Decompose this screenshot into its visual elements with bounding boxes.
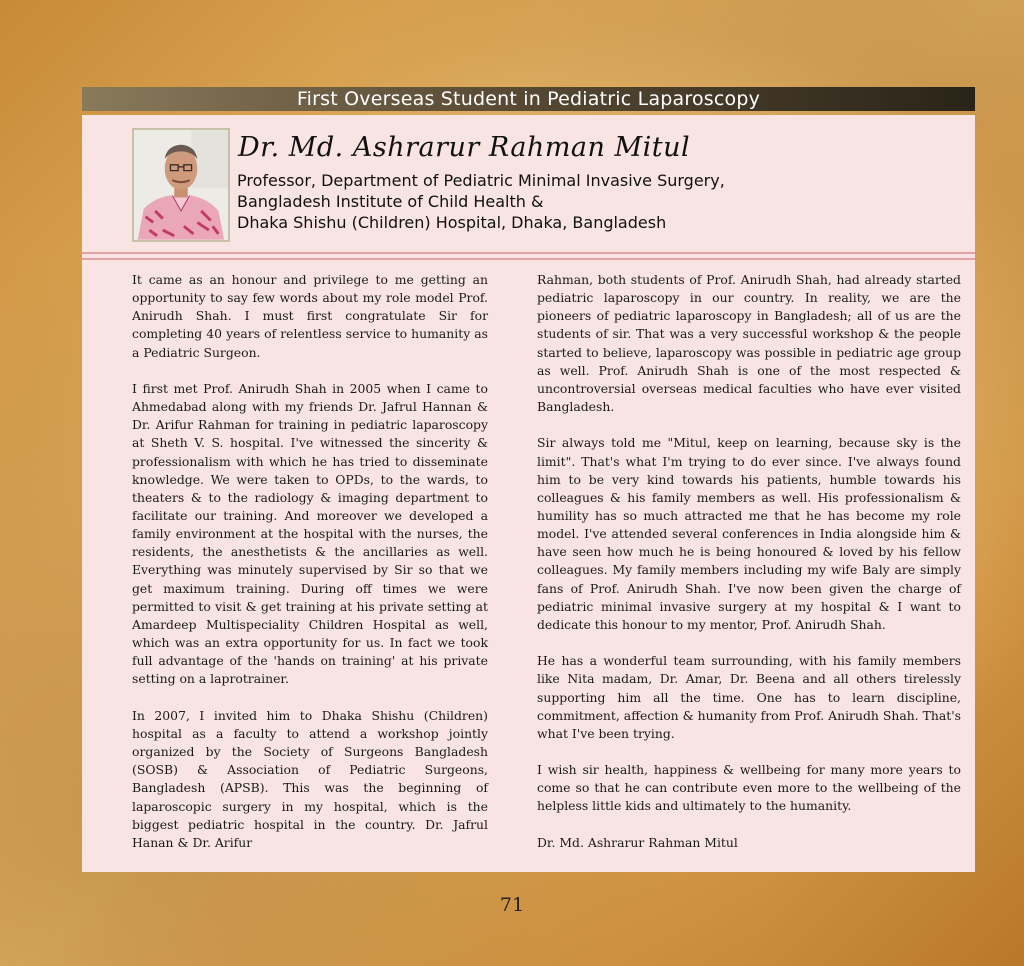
body-paragraph: In 2007, I invited him to Dhaka Shishu (Children) hospital as a faculty to attend a workshop jointly organized by the Society of Surgeons Bangladesh (SOSB) & Association of Pediatric Surgeons, Bangladesh (APSB). This was the beginning of laparoscopic surgery in my hospital, which is the biggest pediatric hospital in the country. Dr. Jafrul Hanan & Dr. Arifur [132,707,488,850]
body-column-left [132,271,488,870]
body-paragraph: I wish sir health, happiness & wellbeing for many more years to come so that he can contribute even more to the wellbeing of the helpless little kids and ultimately to the humanity. [537,762,961,814]
author-portrait-image [134,130,228,240]
author-name: Dr. Md. Ashrarur Rahman Mitul [238,132,691,163]
signature-line: Dr. Md. Ashrarur Rahman Mitul [537,834,738,850]
affiliation-line: Dhaka Shishu (Children) Hospital, Dhaka, Bangladesh [237,213,667,232]
body-column-right [537,271,961,870]
body-paragraph: Rahman, both students of Prof. Anirudh Shah, had already started pediatric laparoscopy in our country. In reality, we are the pioneers of pediatric laparoscopy in Bangladesh; all of us are the students of sir. That was a very successful workshop & the people started to believe, laparoscopy was possible in pediatric age group as well. Prof. Anirudh Shah is one of the most respected & uncontroversial overseas medical faculties who have ever visited Bangladesh. [537,272,961,415]
body-paragraph: Sir always told me "Mitul, keep on learning, because sky is the limit". That's what I'm trying to do ever since. I've always found him to be very kind towards his patients, humble towards his colleagues & his family members as well. His professionalism & humility has so much attracted me that he has become my role model. I've attended several conferences in India alongside him & have seen how much he is being honoured & loved by his fellow colleagues. My family members including my wife Baly are simply fans of Prof. Anirudh Shah. I've now been given the charge of pediatric minimal invasive surgery at my hospital & I want to dedicate this honour to my mentor, Prof. Anirudh Shah. [537,435,961,632]
page-number: 71 [499,894,525,916]
author-affiliation [237,170,837,233]
body-paragraph: I first met Prof. Anirudh Shah in 2005 when I came to Ahmedabad along with my friends Dr. Jafrul Hannan & Dr. Arifur Rahman for training in pediatric laparoscopy at Sheth V. S. hospital. I've witnessed the sincerity & professionalism with which he has tried to disseminate knowledge. We were taken to OPDs, to the wards, to theaters & to the radiology & imaging department to facilitate our training. And moreover we developed a family environment at the hospital with the nurses, the residents, the anesthetists & the ancillaries as well. Everything was minutely supervised by Sir so that we get maximum training. During off times we were permitted to visit & get training at his private setting at Amardeep Multispeciality Children Hospital as well, which was an extra opportunity for us. In fact we took full advantage of the 'hands on training' at his private setting on a laprotrainer. [132,380,488,687]
body-paragraph: He has a wonderful team surrounding, with his family members like Nita madam, Dr. Amar, Dr. Beena and all others tirelessly supporting him all the time. One has to learn discipline, commitment, affection & humanity from Prof. Anirudh Shah. That's what I've been trying. [537,653,961,741]
divider-rule [82,258,975,260]
affiliation-line: Bangladesh Institute of Child Health & [237,192,544,211]
affiliation-line: Professor, Department of Pediatric Minimal Invasive Surgery, [237,171,725,190]
divider-rule [82,252,975,254]
section-title-bar [82,87,975,111]
author-photo [132,128,230,242]
body-paragraph: It came as an honour and privilege to me getting an opportunity to say few words about my role model Prof. Anirudh Shah. I must first congratulate Sir for completing 40 years of relentless service to humanity as a Pediatric Surgeon. [132,272,488,360]
section-title: First Overseas Student in Pediatric Laparoscopy [296,88,761,110]
